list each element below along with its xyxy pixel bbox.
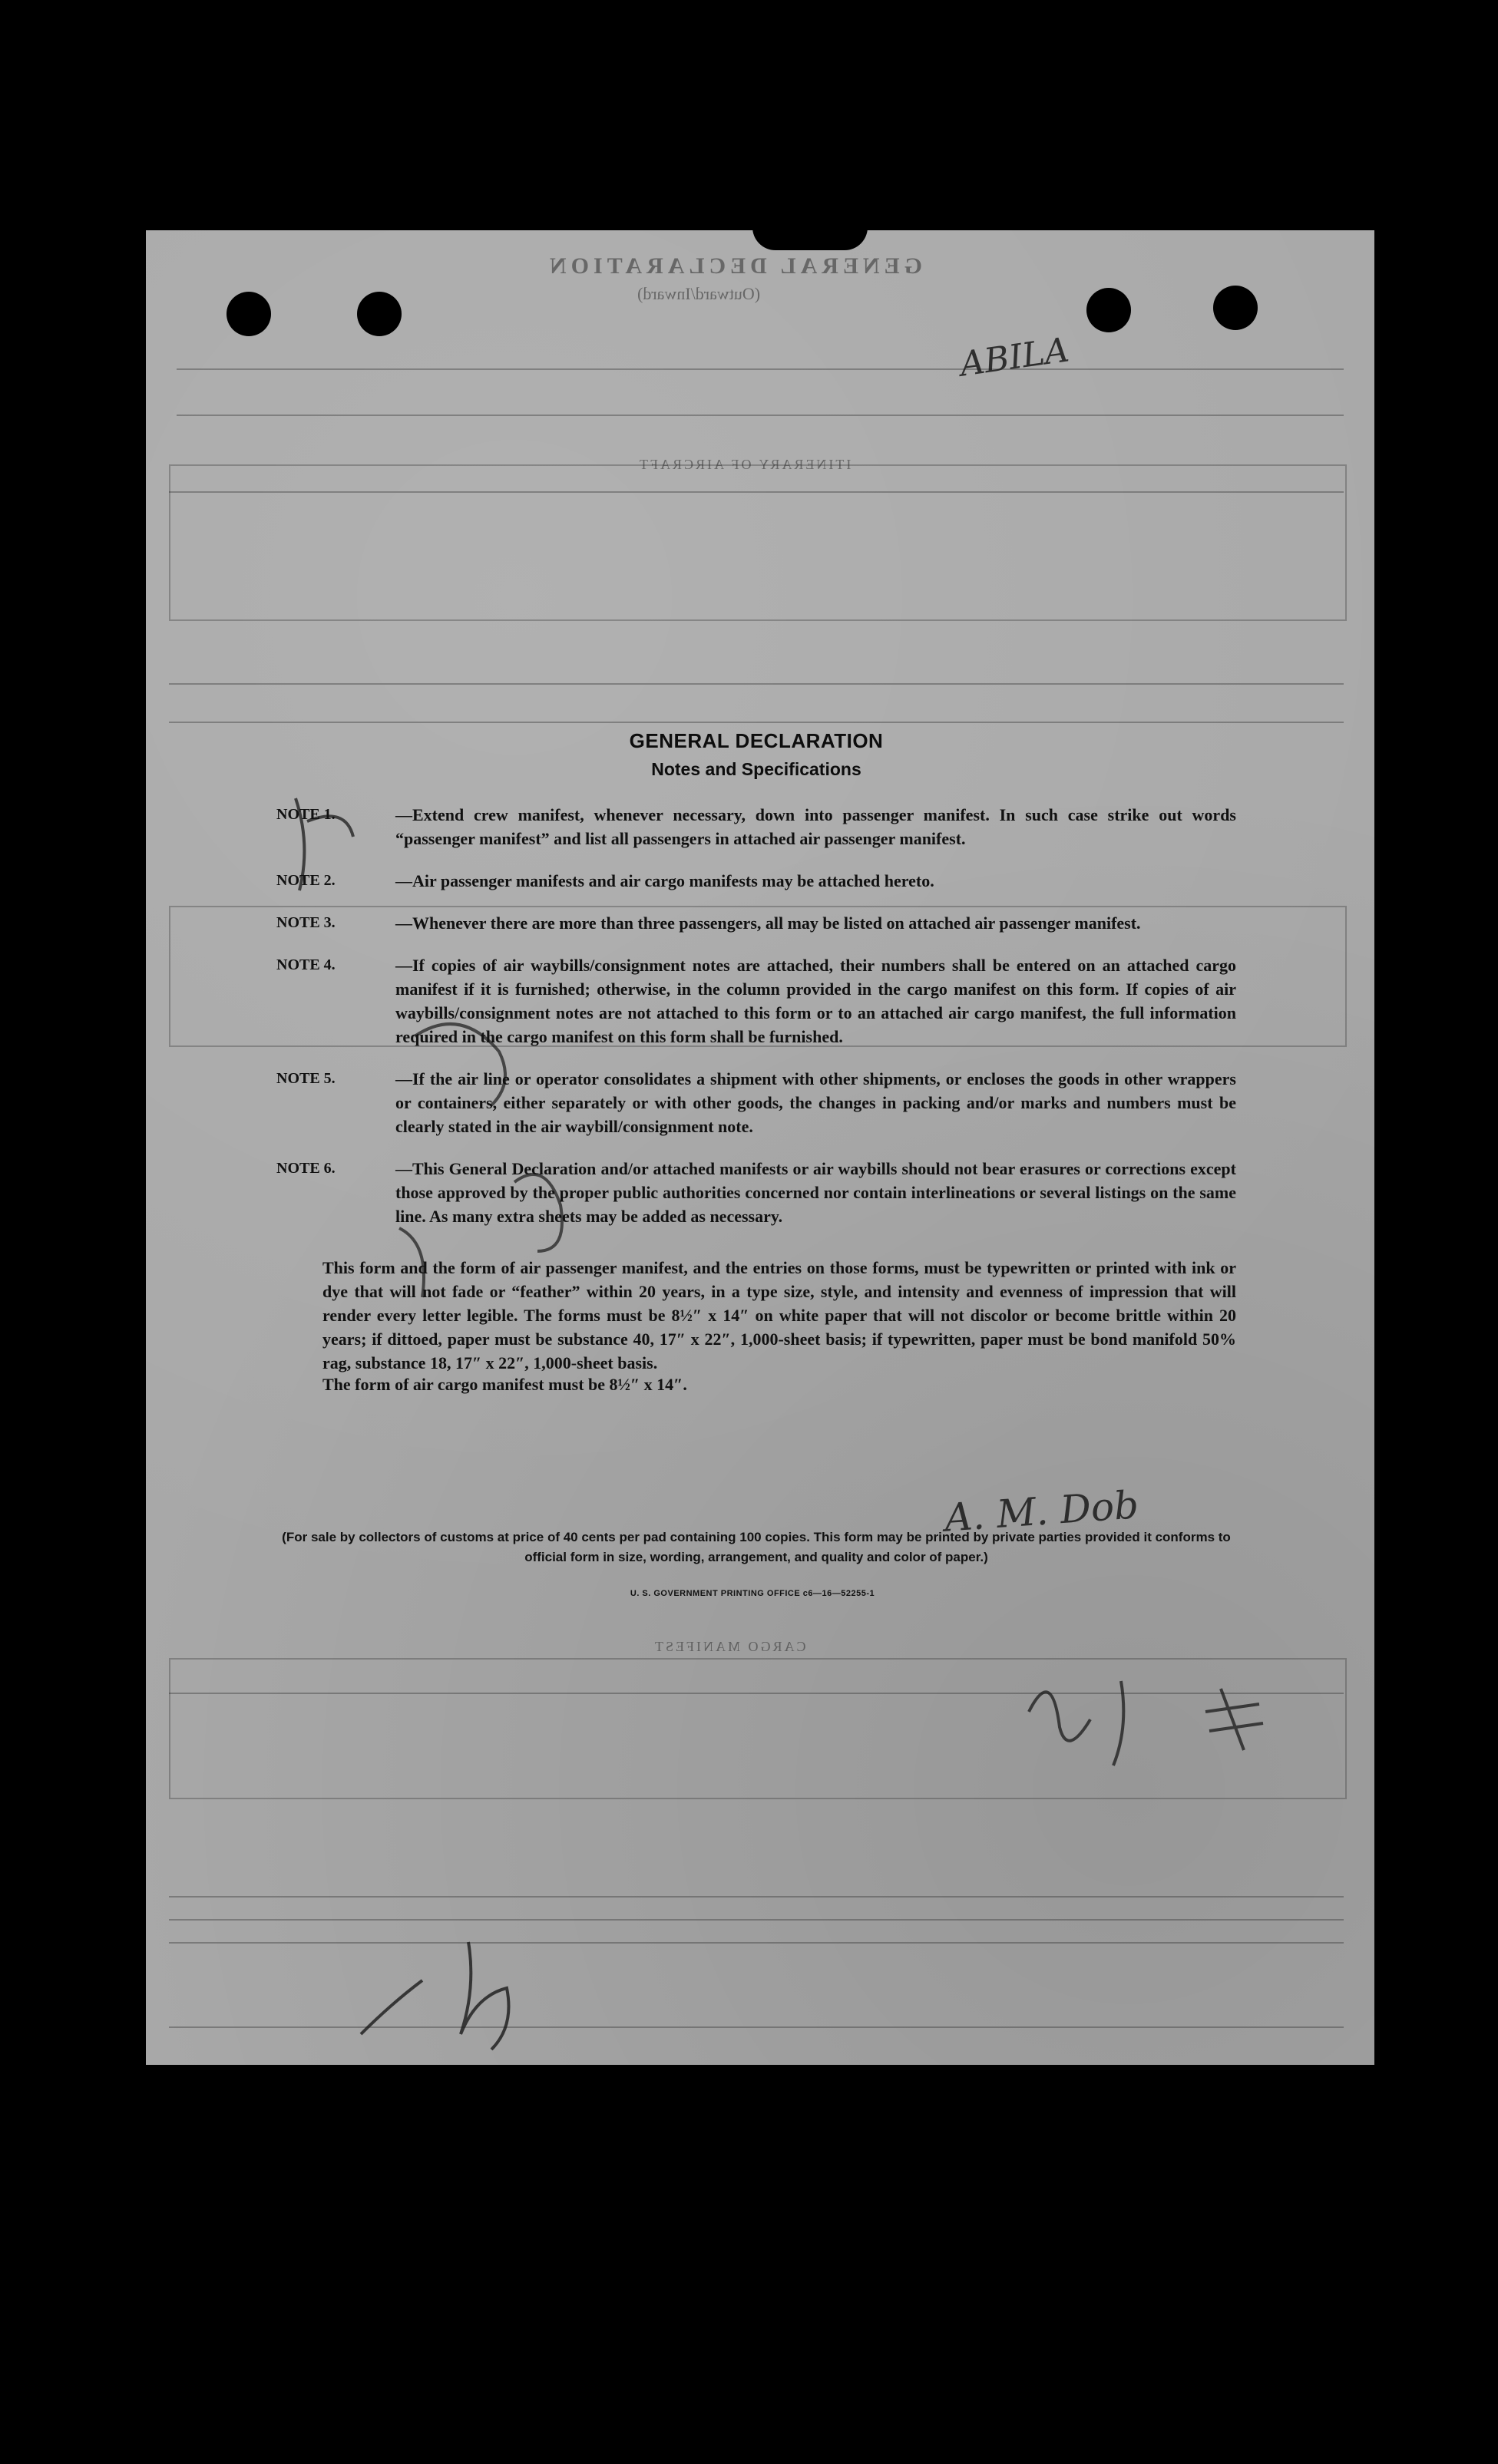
declaration-notes xyxy=(276,729,1236,1395)
note-2 xyxy=(276,869,1236,893)
note-3 xyxy=(276,911,1236,935)
note-text: —This General Declaration and/or attached manifests or air waybills should not bear erasures or corrections except those approved by the proper public authorities concerned nor contain interlineations or several listings on the same line. As many extra sheets may be added as necessary. xyxy=(395,1159,1236,1226)
page-subtitle: Notes and Specifications xyxy=(651,759,861,779)
bleedthrough-cargo: CARGO MANIFEST xyxy=(653,1639,806,1654)
note-text: —If copies of air waybills/consignment notes are attached, their numbers shall be entered on an attached cargo manifest if it is furnished; otherwise, in the column provided in the cargo manifest on this form. If copies of air waybills/consignment notes are not attached to this form or to an attached air cargo manifest, the full information required in the cargo manifest on this form shall be furnished. xyxy=(395,956,1236,1046)
note-1 xyxy=(276,803,1236,851)
form-specification-paragraph: This form and the form of air passenger manifest, and the entries on those forms, must be typewritten or printed with ink or dye that will not fade or “feather” within 20 years, in a type size, style, and intensity and evenness of impression that will render every letter legible. The forms must be 8½″ x 14″ on white paper that will not discolor or become brittle within 20 years; if dittoed, paper must be substance 40, 17″ x 22″, 1,000-sheet basis; if typewritten, paper must be bond manifold 50% rag, substance 18, 17″ x 22″, 1,000-sheet basis. xyxy=(322,1258,1236,1372)
note-6 xyxy=(276,1157,1236,1228)
note-label: NOTE 5. xyxy=(276,1070,336,1087)
bleedthrough-subtitle: (Outward/Inward) xyxy=(637,284,761,303)
printing-office-line: U. S. GOVERNMENT PRINTING OFFICE c6—16—52255-1 xyxy=(630,1589,875,1598)
note-5 xyxy=(276,1067,1236,1138)
bleedthrough-title: GENERAL DECLARATION xyxy=(545,253,923,279)
note-4 xyxy=(276,953,1236,1049)
handwritten-signature: A. M. Dob xyxy=(943,1482,1140,1541)
cargo-manifest-size-line: The form of air cargo manifest must be 8½″ x 14″. xyxy=(322,1375,687,1394)
note-text: —If the air line or operator consolidates a shipment with other shipments, or encloses the goods in other wrappers or containers, either separately or with other goods, the changes in packing and/or marks and numbers must be clearly stated in the air waybill/consignment note. xyxy=(395,1069,1236,1136)
note-label: NOTE 2. xyxy=(276,872,336,889)
note-label: NOTE 3. xyxy=(276,914,336,931)
note-label: NOTE 4. xyxy=(276,956,336,973)
note-label: NOTE 1. xyxy=(276,806,336,823)
bleedthrough-itinerary: ITINERARY OF AIRCRAFT xyxy=(637,457,852,472)
note-text: —Extend crew manifest, whenever necessary, down into passenger manifest. In such case strike out words “passenger manifest” and list all passengers in attached air passenger manifest. xyxy=(395,805,1236,848)
note-label: NOTE 6. xyxy=(276,1160,336,1177)
note-text: —Whenever there are more than three passengers, all may be listed on attached air passenger manifest. xyxy=(395,913,1141,933)
handwritten-mark: ABILA xyxy=(957,330,1072,385)
handwritten-stroke xyxy=(1205,1689,1263,1750)
handwritten-signature-stroke xyxy=(361,1942,509,2049)
sale-note: (For sale by collectors of customs at price of 40 cents per pad containing 100 copies. This form may be printed by private parties provided it conforms to official form in size, wording, arrangement, and quality and color of paper.) xyxy=(282,1530,1231,1564)
note-text: —Air passenger manifests and air cargo manifests may be attached hereto. xyxy=(395,871,934,890)
handwritten-stroke xyxy=(1029,1681,1123,1765)
page-title: GENERAL DECLARATION xyxy=(629,729,884,752)
